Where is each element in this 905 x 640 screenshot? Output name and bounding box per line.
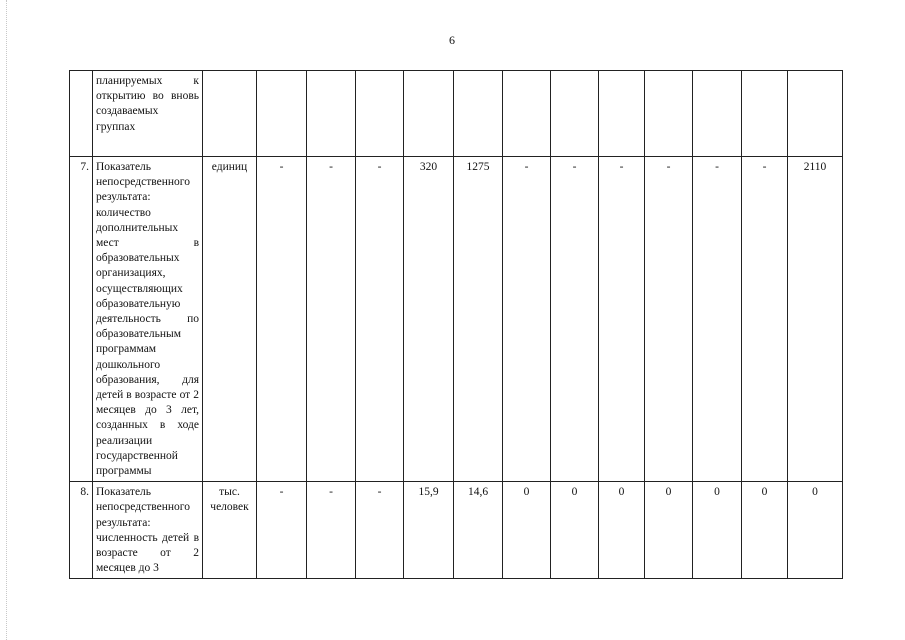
value-cell: - xyxy=(599,157,645,482)
value-cell: 0 xyxy=(503,482,551,579)
value-cell: 0 xyxy=(742,482,788,579)
value-cell: 320 xyxy=(404,157,454,482)
unit-cell: единиц xyxy=(203,157,257,482)
value-cell xyxy=(551,71,599,157)
value-cell: - xyxy=(257,157,307,482)
value-cell: 15,9 xyxy=(404,482,454,579)
unit-cell xyxy=(203,71,257,157)
value-cell: 0 xyxy=(599,482,645,579)
value-cell xyxy=(503,71,551,157)
value-cell: 0 xyxy=(645,482,693,579)
value-cell xyxy=(645,71,693,157)
value-cell xyxy=(788,71,843,157)
value-cell: 0 xyxy=(788,482,843,579)
value-cell: 2110 xyxy=(788,157,843,482)
value-cell xyxy=(257,71,307,157)
row-number: 8. xyxy=(70,482,93,579)
value-cell: - xyxy=(257,482,307,579)
value-cell: 0 xyxy=(551,482,599,579)
value-cell: 1275 xyxy=(454,157,503,482)
value-cell xyxy=(454,71,503,157)
value-cell: - xyxy=(356,482,404,579)
row-number xyxy=(70,71,93,157)
value-cell: - xyxy=(503,157,551,482)
value-cell: - xyxy=(307,157,356,482)
value-cell: - xyxy=(693,157,742,482)
row-number: 7. xyxy=(70,157,93,482)
value-cell: 14,6 xyxy=(454,482,503,579)
page-edge-line xyxy=(6,0,7,640)
table-row xyxy=(70,71,843,157)
value-cell xyxy=(356,71,404,157)
value-cell xyxy=(693,71,742,157)
value-cell: - xyxy=(307,482,356,579)
value-cell: - xyxy=(742,157,788,482)
indicator-name: Показатель непосредственного результата: численность детей в возрасте от 2 месяцев до 3 xyxy=(93,482,203,579)
indicator-name: Показатель непосредственного результата: количество дополнительных мест в образовательных организациях, осуществляющих образовательную деятельность по образовательным программам дошкольного образования, для детей в возрасте от 2 месяцев до 3 лет, созданных в ходе реализации государственной программы xyxy=(93,157,203,482)
value-cell: - xyxy=(356,157,404,482)
value-cell xyxy=(307,71,356,157)
value-cell xyxy=(599,71,645,157)
indicators-table xyxy=(69,70,843,579)
table-row xyxy=(70,157,843,482)
table-row xyxy=(70,482,843,579)
value-cell: 0 xyxy=(693,482,742,579)
value-cell: - xyxy=(551,157,599,482)
indicator-name: планируемых к открытию во вновь создаваемых группах xyxy=(93,71,203,157)
value-cell xyxy=(404,71,454,157)
unit-cell: тыс. человек xyxy=(203,482,257,579)
value-cell: - xyxy=(645,157,693,482)
value-cell xyxy=(742,71,788,157)
page-number: 6 xyxy=(449,33,455,47)
